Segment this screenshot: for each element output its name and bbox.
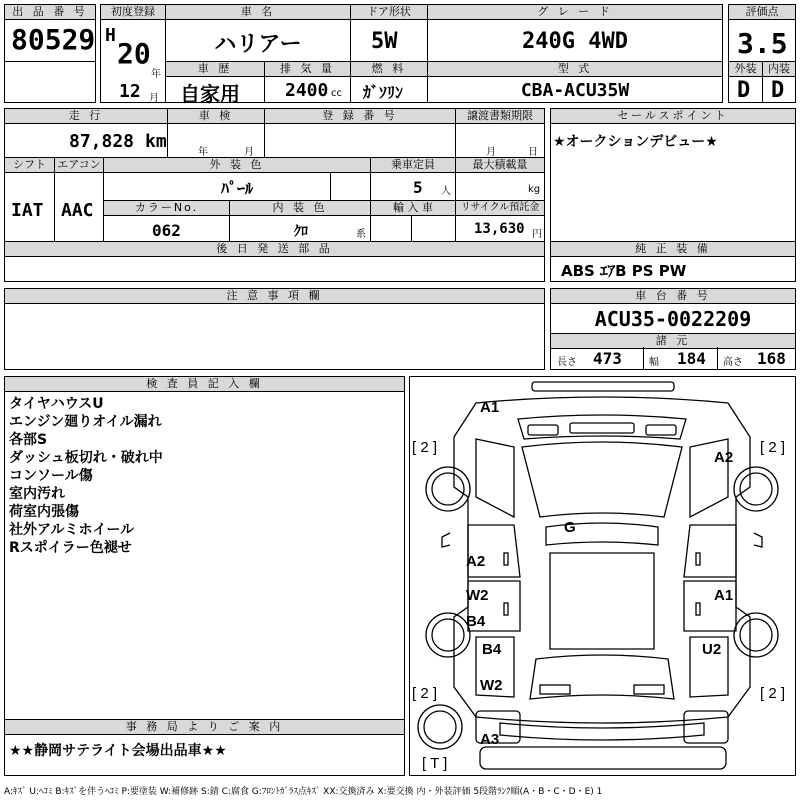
transfer-deadline-label: 譲渡書類期限 xyxy=(456,109,544,124)
year-unit: 年 xyxy=(151,69,161,80)
office-cell xyxy=(4,719,405,776)
interior-grade: D xyxy=(771,78,785,103)
equipment: ABS ｴｱB PS PW xyxy=(561,262,687,280)
lot-blank-cell xyxy=(4,61,96,103)
era: H xyxy=(105,25,116,46)
interior-color-label: 内 装 色 xyxy=(230,201,370,216)
width: 184 xyxy=(677,349,706,368)
grade-cell xyxy=(427,4,723,62)
shift-label: シフト xyxy=(5,158,54,173)
damage-mark: A1 xyxy=(480,399,500,416)
month-unit: 月 xyxy=(149,93,159,104)
equipment-cell xyxy=(550,241,796,282)
score: 3.5 xyxy=(737,27,788,60)
width-label: 幅 xyxy=(649,357,659,368)
lot-number-label: 出 品 番 号 xyxy=(5,5,95,20)
mileage-unit: km xyxy=(145,131,167,152)
inspection-month-unit: 月 xyxy=(244,147,254,158)
office-label: 事 務 局 よ り ご 案 内 xyxy=(5,720,404,735)
exterior-cell xyxy=(728,61,763,103)
sales-point: ★オークションデビュー★ xyxy=(553,134,718,150)
model-cell xyxy=(427,61,723,103)
interior-cell xyxy=(762,61,796,103)
model-label: 型 式 xyxy=(428,62,722,77)
first-registration-cell xyxy=(100,4,166,103)
spare-tire-mark: [ T ] xyxy=(422,755,448,772)
max-load-cell xyxy=(455,157,545,201)
grade: 240G 4WD xyxy=(522,29,628,54)
inspector-notes xyxy=(9,395,163,557)
damage-mark: A2 xyxy=(466,553,486,570)
fuel-label: 燃 料 xyxy=(351,62,427,77)
notes-label: 注 意 事 項 欄 xyxy=(5,289,544,304)
color-number-label: カラーNo. xyxy=(104,201,229,216)
notes-cell xyxy=(4,288,545,370)
grade-label: グ レ ー ド xyxy=(428,5,722,20)
registration-month: 12 xyxy=(119,81,141,102)
inspector-note: ダッシュ板切れ・破れ中 xyxy=(9,450,163,466)
equipment-label: 純 正 装 備 xyxy=(551,242,795,257)
displacement-cell xyxy=(264,61,351,103)
damage-mark: A3 xyxy=(480,731,500,748)
model-code: CBA-ACU35W xyxy=(520,80,630,101)
interior-label: 内装 xyxy=(763,62,795,77)
registration-year: 20 xyxy=(117,37,151,70)
car-name: ハリアー xyxy=(214,32,302,57)
displacement: 2400 xyxy=(285,80,329,101)
inspector-note: コンソール傷 xyxy=(9,468,93,484)
sales-point-cell xyxy=(550,108,796,242)
displacement-label: 排 気 量 xyxy=(265,62,350,77)
tire-grade-rear-right: [ 2 ] xyxy=(760,685,786,702)
door-type: 5W xyxy=(371,29,398,54)
damage-mark: B4 xyxy=(482,641,502,658)
aircon-cell xyxy=(54,157,104,242)
capacity-label: 乗車定員 xyxy=(371,158,455,173)
height-label: 高さ xyxy=(723,357,743,368)
divider xyxy=(643,347,644,369)
fuel: ｶﾞｿﾘﾝ xyxy=(363,83,404,102)
transfer-month-unit: 月 xyxy=(486,147,496,158)
tire-grade-front-right: [ 2 ] xyxy=(760,439,786,456)
max-load-label: 最大積載量 xyxy=(456,158,544,173)
tire-grade-rear-left: [ 2 ] xyxy=(412,685,438,702)
inspection-year-unit: 年 xyxy=(198,147,208,158)
transfer-deadline-cell xyxy=(455,108,545,158)
exterior-grade: D xyxy=(737,78,751,103)
import-cell xyxy=(370,200,456,242)
first-registration-label: 初度登録 xyxy=(101,5,165,20)
sales-point-label: セールスポイント xyxy=(551,109,795,124)
color-number-cell xyxy=(103,200,230,242)
later-parts-cell xyxy=(4,241,545,282)
history: 自家用 xyxy=(180,82,240,106)
recycle-unit: 円 xyxy=(532,229,542,240)
shift: IAT xyxy=(11,200,44,221)
inspector-note: Rスポイラー色褪せ xyxy=(9,540,132,556)
divider xyxy=(717,347,718,369)
interior-color-unit: 系 xyxy=(356,229,366,240)
divider xyxy=(411,216,412,242)
capacity-unit: 人 xyxy=(441,186,451,197)
car-diagram xyxy=(409,376,796,776)
inspector-note: 室内汚れ xyxy=(9,486,65,502)
inspection-cell xyxy=(167,108,265,158)
score-label: 評価点 xyxy=(729,5,795,20)
chassis-number: ACU35-0022209 xyxy=(594,307,752,331)
door-cell xyxy=(350,4,428,62)
recycle-label: リサイクル預託金 xyxy=(456,201,544,216)
color-number: 062 xyxy=(152,221,181,240)
inspector-note: タイヤハウスU xyxy=(9,396,104,412)
transfer-day-unit: 日 xyxy=(528,147,538,158)
length: 473 xyxy=(593,349,622,368)
displacement-unit: cc xyxy=(331,88,342,99)
car-body-outline xyxy=(454,397,750,723)
office-message: ★★静岡サテライト会場出品車★★ xyxy=(9,743,227,759)
damage-mark: G xyxy=(564,519,576,536)
registration-number-label: 登 録 番 号 xyxy=(265,109,455,124)
mileage: 87,828 xyxy=(69,131,135,152)
shift-cell xyxy=(4,157,55,242)
damage-mark: W2 xyxy=(466,587,489,604)
history-cell xyxy=(165,61,265,106)
inspector-note: 荷室内張傷 xyxy=(9,504,79,520)
registration-number-cell xyxy=(264,108,456,158)
inspector-note: エンジン廻りオイル漏れ xyxy=(9,414,162,430)
aircon-label: エアコン xyxy=(55,158,103,173)
inspector-cell xyxy=(4,376,405,720)
damage-mark: A2 xyxy=(714,449,734,466)
aircon: AAC xyxy=(61,200,94,221)
recycle-fee: 13,630 xyxy=(474,221,525,237)
later-parts-label: 後 日 発 送 部 品 xyxy=(5,242,544,257)
exterior-color-label: 外 装 色 xyxy=(104,158,370,173)
car-name-label: 車 名 xyxy=(166,5,350,20)
height: 168 xyxy=(757,349,786,368)
front-bumper-strip xyxy=(532,382,674,391)
damage-mark: A1 xyxy=(714,587,734,604)
capacity-cell xyxy=(370,157,456,201)
exterior-label: 外装 xyxy=(729,62,762,77)
history-label: 車 歴 xyxy=(166,62,264,77)
exterior-color: ﾊﾟｰﾙ xyxy=(220,179,253,198)
inspection-label: 車 検 xyxy=(168,109,264,124)
specs-label: 諸 元 xyxy=(551,333,795,349)
import-label: 輸 入 車 xyxy=(371,201,455,216)
interior-color-cell xyxy=(229,200,371,242)
max-load-unit: kg xyxy=(528,184,541,195)
damage-mark: U2 xyxy=(702,641,722,658)
capacity: 5 xyxy=(413,178,423,197)
chassis-cell xyxy=(550,288,796,370)
tire-grade-front-left: [ 2 ] xyxy=(412,439,438,456)
inspector-note: 各部S xyxy=(9,432,48,448)
damage-mark: B4 xyxy=(466,613,486,630)
damage-mark: W2 xyxy=(480,677,503,694)
length-label: 長さ xyxy=(557,357,577,368)
inspector-label: 検 査 員 記 入 欄 xyxy=(5,377,404,392)
legend: A:ｷｽﾞ U:ﾍｺﾐ B:ｷｽﾞを伴うﾍｺﾐ P:要塗装 W:補修跡 S:錆 C:腐食 G:ﾌﾛﾝﾄｶﾞﾗｽ点ｷｽﾞ XX:交換済み X:要交換 内・外装評価 5段階ﾗﾝｸ順(A・B・C・D・E) 1 xyxy=(4,787,603,797)
divider xyxy=(330,173,331,201)
recycle-cell xyxy=(455,200,545,242)
mileage-label: 走 行 xyxy=(5,109,167,124)
inspector-note: 社外アルミホイール xyxy=(9,522,135,538)
car-outline xyxy=(410,377,795,775)
lot-number-cell xyxy=(4,4,96,62)
mileage-cell xyxy=(4,108,168,158)
door-label: ドア形状 xyxy=(351,5,427,20)
exterior-color-cell xyxy=(103,157,371,201)
fuel-cell xyxy=(350,61,428,103)
score-cell xyxy=(728,4,796,62)
chassis-label: 車 台 番 号 xyxy=(551,289,795,304)
car-name-cell xyxy=(165,4,351,62)
lot-number: 80529 xyxy=(11,23,96,56)
interior-color: ｸﾛ xyxy=(294,224,308,240)
